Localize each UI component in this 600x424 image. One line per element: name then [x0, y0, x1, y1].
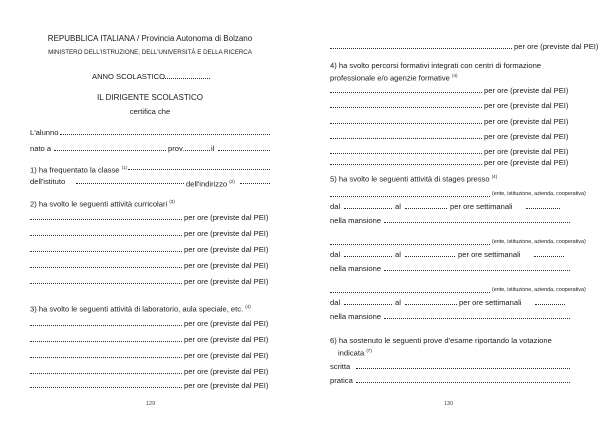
- ore-label: per ore (previste dal PEI): [184, 229, 269, 238]
- percorso-field[interactable]: [330, 107, 482, 108]
- dal-field[interactable]: [344, 304, 392, 305]
- ore-label: per ore (previste dal PEI): [484, 117, 569, 126]
- settimanali-label: per ore settimanali: [458, 250, 521, 259]
- section6-line2: indicata $^{(7)}$: [338, 348, 372, 358]
- settimanali-field[interactable]: [535, 304, 565, 305]
- mansione-field[interactable]: [384, 222, 570, 223]
- ente-label: (ente, istituzione, azienda, cooperativa): [492, 191, 586, 197]
- istituto-label: dell'istituto: [30, 177, 66, 186]
- ente-field[interactable]: [330, 244, 490, 245]
- ore-label: per ore (previste dal PEI): [484, 158, 569, 167]
- percorso-field[interactable]: [330, 138, 482, 139]
- classe-field[interactable]: [128, 169, 270, 170]
- settimanali-field[interactable]: [526, 208, 560, 209]
- pratica-label: pratica: [330, 376, 353, 385]
- al-field[interactable]: [405, 304, 457, 305]
- ore-label: per ore (previste dal PEI): [184, 335, 269, 344]
- lab-field[interactable]: [30, 325, 182, 326]
- prov-field[interactable]: [185, 150, 210, 151]
- il-label: il: [211, 144, 215, 153]
- section4-line1: 4) ha svolto percorsi formativi integrati con centri di formazione: [330, 61, 542, 70]
- indirizzo-field[interactable]: [240, 183, 270, 184]
- ore-label: per ore (previste dal PEI): [184, 319, 269, 328]
- ore-label: per ore (previste dal PEI): [184, 277, 269, 286]
- right-page: [300, 0, 600, 424]
- istituto-field[interactable]: [76, 183, 184, 184]
- dal-label: dal: [330, 250, 341, 259]
- ore-label: per ore (previste dal PEI): [484, 132, 569, 141]
- nato-field[interactable]: [54, 150, 166, 151]
- section2-label: 2) ha svolto le seguenti attività curricolari $^{(3)}$: [30, 199, 175, 209]
- mansione-field[interactable]: [384, 270, 570, 271]
- ore-label: per ore (previste dal PEI): [484, 101, 569, 110]
- anno-scolastico-label: ANNO SCOLASTICO: [92, 72, 165, 81]
- percorso-field[interactable]: [330, 164, 482, 165]
- al-label: al: [395, 202, 401, 211]
- settimanali-label: per ore settimanali: [450, 202, 513, 211]
- dirigente-title: IL DIRIGENTE SCOLASTICO: [97, 93, 203, 102]
- nato-label: nato a: [30, 144, 52, 153]
- scritta-label: scritta: [330, 362, 351, 371]
- settimanali-field[interactable]: [534, 256, 564, 257]
- ore-label: per ore (previste dal PEI): [484, 86, 569, 95]
- header-ministry: MINISTERO DELL'ISTRUZIONE, DELL'UNIVERSITÀ E DELLA RICERCA: [48, 49, 252, 56]
- percorso-field[interactable]: [330, 92, 482, 93]
- dal-field[interactable]: [344, 256, 392, 257]
- dal-label: dal: [330, 298, 341, 307]
- section4-line2: professionale e/o agenzie formative $^{(4)}$: [330, 73, 458, 83]
- ore-label: per ore (previste dal PEI): [184, 367, 269, 376]
- mansione-label: nella mansione: [330, 264, 382, 273]
- activity-field[interactable]: [30, 267, 182, 268]
- ente-label: (ente, istituzione, azienda, cooperativa): [492, 239, 586, 245]
- section5-label: 5) ha svolto le seguenti attività di stages presso $^{(4)}$: [330, 174, 498, 184]
- lab-field[interactable]: [30, 373, 182, 374]
- lab-field[interactable]: [30, 357, 182, 358]
- ore-label: per ore (previste dal PEI): [184, 351, 269, 360]
- ore-label: per ore (previste dal PEI): [184, 245, 269, 254]
- ente-field[interactable]: [330, 196, 490, 197]
- indirizzo-label: dell'indirizzo $^{(2)}$: [186, 179, 235, 189]
- settimanali-label: per ore settimanali: [459, 298, 522, 307]
- anno-scolastico-field[interactable]: [163, 78, 210, 79]
- section3-label: 3) ha svolto le seguenti attività di laboratorio, aula speciale, etc. $^{(4)}$: [30, 304, 251, 314]
- al-label: al: [395, 250, 401, 259]
- alunno-label: L'alunno: [30, 128, 59, 137]
- ore-label: per ore (previste dal PEI): [184, 261, 269, 270]
- ore-label: per ore (previste dal PEI): [184, 381, 269, 390]
- il-field[interactable]: [218, 150, 270, 151]
- al-label: al: [395, 298, 401, 307]
- activity-field[interactable]: [30, 235, 182, 236]
- activity-field[interactable]: [30, 283, 182, 284]
- activity-field[interactable]: [30, 219, 182, 220]
- page-number-right: 130: [444, 401, 454, 407]
- percorso-field[interactable]: [330, 123, 482, 124]
- al-field[interactable]: [405, 208, 447, 209]
- scritta-field[interactable]: [356, 368, 570, 369]
- prov-label: prov.: [168, 144, 185, 153]
- lab-field[interactable]: [30, 387, 182, 388]
- mansione-field[interactable]: [384, 318, 570, 319]
- ore-label: per ore (previste dal PEI): [514, 42, 599, 51]
- ore-label: per ore (previste dal PEI): [484, 147, 569, 156]
- dal-label: dal: [330, 202, 341, 211]
- pratica-field[interactable]: [356, 382, 570, 383]
- percorso-field[interactable]: [330, 153, 482, 154]
- al-field[interactable]: [405, 256, 455, 257]
- ore-label: per ore (previste dal PEI): [184, 213, 269, 222]
- certifica-che: certifica che: [129, 107, 171, 116]
- ente-label: (ente, istituzione, azienda, cooperativa): [492, 287, 586, 293]
- dal-field[interactable]: [344, 208, 392, 209]
- mansione-label: nella mansione: [330, 312, 382, 321]
- continued-field[interactable]: [330, 48, 512, 49]
- page-number-left: 129: [146, 401, 156, 407]
- ente-field[interactable]: [330, 292, 490, 293]
- alunno-field[interactable]: [60, 134, 270, 135]
- section1-label: 1) ha frequentato la classe $^{(1)}$: [30, 165, 128, 175]
- header-republic: REPUBBLICA ITALIANA / Provincia Autonoma di Bolzano: [47, 34, 253, 43]
- activity-field[interactable]: [30, 251, 182, 252]
- section6-line1: 6) ha sostenuto le seguenti prove d'esame riportando la votazione: [330, 336, 552, 345]
- mansione-label: nella mansione: [330, 216, 382, 225]
- lab-field[interactable]: [30, 341, 182, 342]
